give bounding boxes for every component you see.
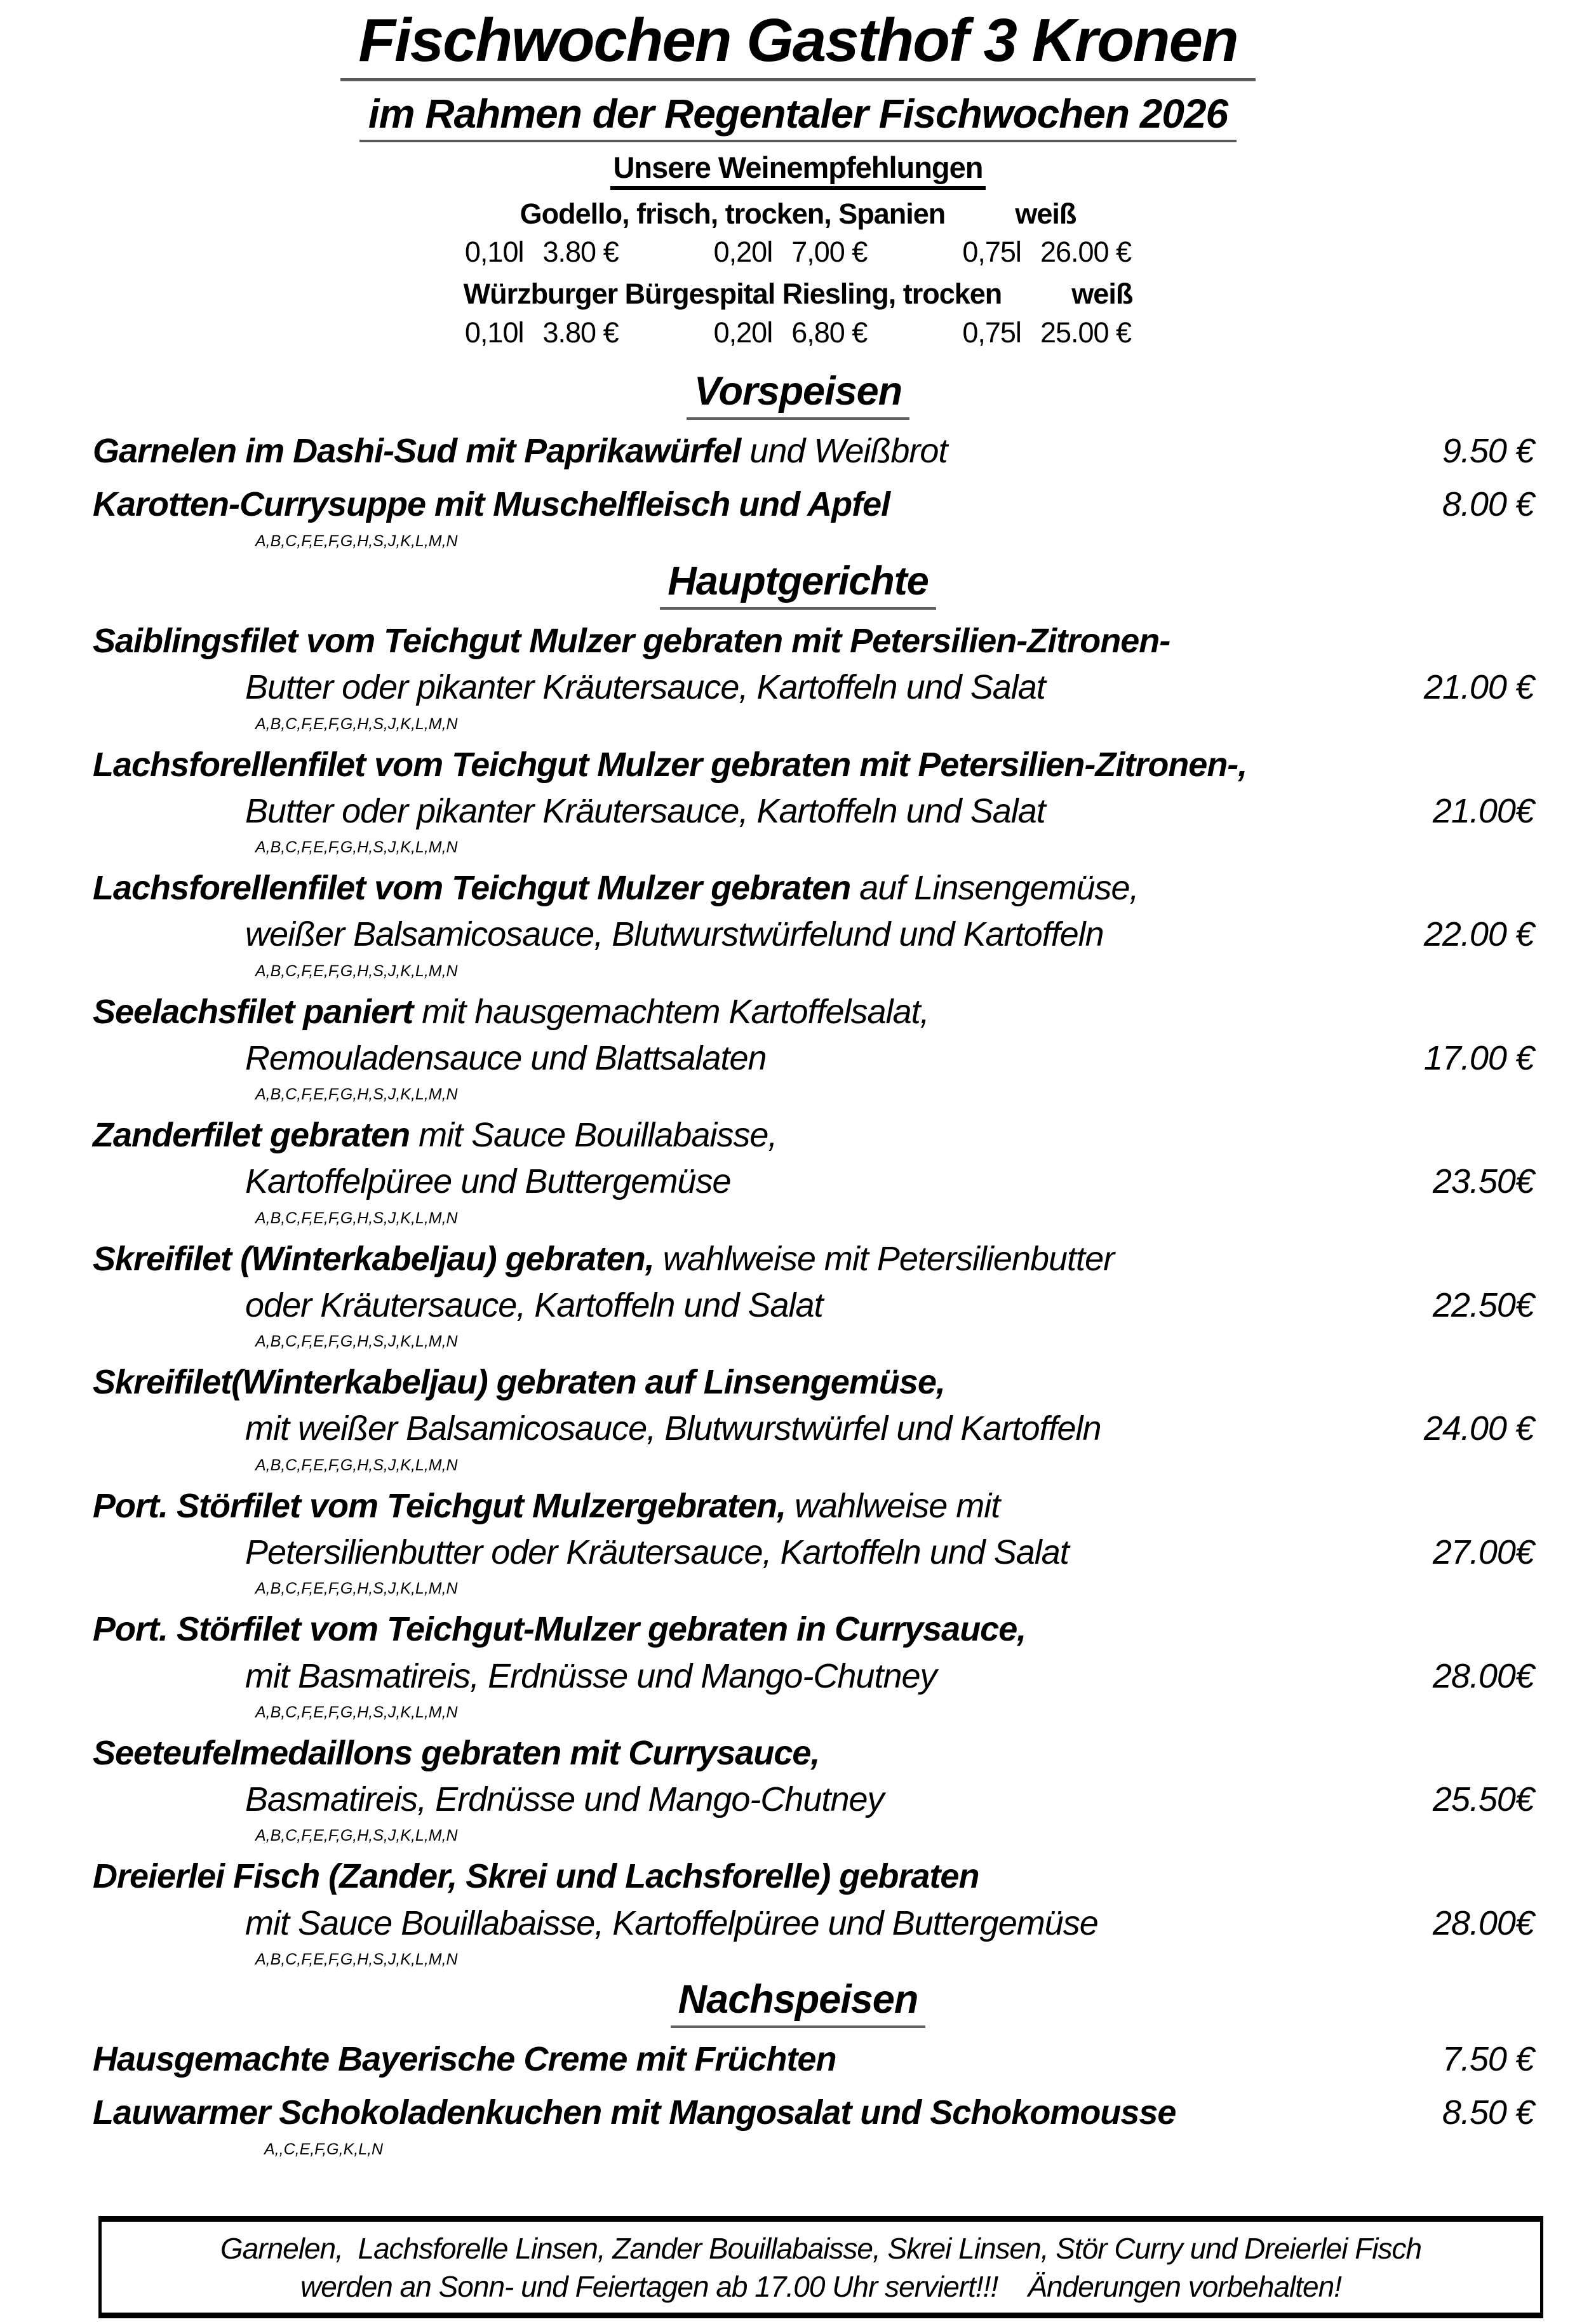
menu-item	[93, 742, 1534, 857]
dish-name-rest: und Weißbrot	[741, 432, 948, 471]
allergen-list: A,B,C,F,E,F,G,H,S,J,K,L,M,N	[255, 838, 458, 857]
menu-item	[93, 429, 1534, 474]
section-heading-vorspeisen: Vorspeisen	[687, 370, 909, 420]
dish-price: 17.00 €	[1423, 1038, 1534, 1077]
dish-name-bold: Lauwarmer Schokoladenkuchen mit Mangosalat und Schokomousse	[93, 2093, 1176, 2132]
allergen-list: A,B,C,F,E,F,G,H,S,J,K,L,M,N	[255, 1456, 458, 1474]
dish-description: Kartoffelpüree und Buttergemüse	[245, 1162, 731, 1201]
dish-name-rest: mit Sauce Bouillabaisse,	[410, 1116, 777, 1155]
menu-item	[93, 619, 1534, 734]
wine-size: 0,20l	[713, 316, 773, 349]
footer-notice-box	[98, 2216, 1543, 2318]
wine-entry	[0, 276, 1596, 312]
wine-size: 0,10l	[464, 236, 524, 269]
wine-price-segment	[962, 234, 1131, 270]
allergen-list: A,B,C,F,E,F,G,H,S,J,K,L,M,N	[255, 1703, 458, 1721]
dish-name-bold: Port. Störfilet vom Teichgut-Mulzer gebraten in Currysauce,	[93, 1610, 1026, 1649]
dish-name-bold: Zanderfilet gebraten	[93, 1116, 410, 1155]
dish-name-bold: Hausgemachte Bayerische Creme mit Früchten	[93, 2040, 836, 2079]
allergen-list: A,B,C,F,E,F,G,H,S,J,K,L,M,N	[255, 715, 458, 733]
dish-name-rest: mit hausgemachtem Kartoffelsalat,	[413, 992, 929, 1031]
menu-item	[93, 482, 1534, 550]
wine-price: 6,80 €	[791, 316, 868, 349]
wine-price-row	[0, 234, 1596, 270]
dish-price: 21.00€	[1432, 791, 1534, 830]
wine-price: 25.00 €	[1040, 316, 1132, 349]
dish-description: mit Sauce Bouillabaisse, Kartoffelpüree und Buttergemüse	[245, 1904, 1098, 1942]
dish-name-bold: Seeteufelmedaillons gebraten mit Currysauce,	[93, 1733, 820, 1772]
wine-price-segment	[962, 315, 1131, 351]
section-heading-nachspeisen: Nachspeisen	[671, 1978, 926, 2028]
wine-size: 0,75l	[962, 236, 1021, 269]
allergen-list: A,B,C,F,E,F,G,H,S,J,K,L,M,N	[255, 1333, 458, 1351]
section-heading-nachspeisen-wrap	[0, 1978, 1596, 2028]
subtitle-wrap	[0, 91, 1596, 142]
dish-price: 24.00 €	[1423, 1409, 1534, 1448]
footer-line-2: werden an Sonn- und Feiertagen ab 17.00 Uhr serviert!!! Änderungen vorbehalten!	[300, 2270, 1341, 2304]
dish-name-bold: Lachsforellenfilet vom Teichgut Mulzer gebraten	[93, 869, 851, 908]
dish-description: mit weißer Balsamicosauce, Blutwurstwürfel und Kartoffeln	[245, 1409, 1101, 1448]
allergen-list: A,B,C,F,E,F,G,H,S,J,K,L,M,N	[255, 1085, 458, 1104]
wine-entry	[0, 196, 1596, 232]
dish-price: 22.50€	[1432, 1286, 1534, 1324]
menu-item	[93, 1731, 1534, 1846]
dish-description: mit Basmatireis, Erdnüsse und Mango-Chutney	[245, 1656, 937, 1695]
dish-price: 8.50 €	[1442, 2093, 1534, 2132]
wine-size: 0,20l	[713, 236, 773, 269]
dish-name-rest: wahlweise mit	[786, 1486, 1000, 1525]
dish-name-bold: Skreifilet (Winterkabeljau) gebraten,	[93, 1239, 654, 1278]
dish-description: Butter oder pikanter Kräutersauce, Kartoffeln und Salat	[245, 668, 1045, 707]
dish-name-bold: Seelachsfilet paniert	[93, 992, 413, 1031]
menu-item	[93, 1360, 1534, 1475]
dish-price: 25.50€	[1432, 1780, 1534, 1819]
dish-name-bold: Saiblingsfilet vom Teichgut Mulzer gebraten mit Petersilien-Zitronen-	[93, 622, 1170, 660]
dish-description: weißer Balsamicosauce, Blutwurstwürfelund und Kartoffeln	[245, 915, 1104, 954]
dish-description: Basmatireis, Erdnüsse und Mango-Chutney	[245, 1780, 884, 1819]
allergen-list: A,B,C,F,E,F,G,H,S,J,K,L,M,N	[255, 532, 458, 550]
nachspeisen-list	[0, 2037, 1596, 2159]
wine-price-segment	[714, 315, 868, 351]
wine-price-segment	[465, 234, 619, 270]
wine-color: weiß	[1071, 278, 1133, 311]
wine-size: 0,75l	[962, 316, 1021, 349]
wine-price-segment	[465, 315, 619, 351]
page-subtitle: im Rahmen der Regentaler Fischwochen 2026	[359, 91, 1237, 142]
menu-item	[93, 2037, 1534, 2082]
dish-name-bold: Port. Störfilet vom Teichgut Mulzergebraten,	[93, 1486, 786, 1525]
allergen-list: A,B,C,F,E,F,G,H,S,J,K,L,M,N	[255, 962, 458, 980]
dish-price: 28.00€	[1432, 1656, 1534, 1695]
dish-price: 8.00 €	[1442, 485, 1534, 524]
wine-recommendations-heading: Unsere Weinempfehlungen	[610, 151, 985, 190]
menu-item	[93, 1113, 1534, 1228]
wine-price: 7,00 €	[791, 236, 868, 269]
menu-item	[93, 1237, 1534, 1352]
dish-price: 22.00 €	[1423, 915, 1534, 954]
footer-line-1: Garnelen, Lachsforelle Linsen, Zander Bouillabaisse, Skrei Linsen, Stör Curry und Dreierlei Fisch	[220, 2231, 1422, 2265]
dish-name-bold: Garnelen im Dashi-Sud mit Paprikawürfel	[93, 432, 741, 471]
allergen-list: A,B,C,F,E,F,G,H,S,J,K,L,M,N	[255, 1950, 458, 1968]
section-heading-hauptgerichte: Hauptgerichte	[660, 560, 936, 610]
menu-item	[93, 1607, 1534, 1722]
dish-price: 21.00 €	[1423, 668, 1534, 707]
wine-price: 3.80 €	[542, 316, 619, 349]
section-heading-vorspeisen-wrap	[0, 370, 1596, 420]
dish-price: 23.50€	[1432, 1162, 1534, 1201]
dish-price: 9.50 €	[1442, 432, 1534, 471]
wine-price: 3.80 €	[542, 236, 619, 269]
wine-name: Godello, frisch, trocken, Spanien	[520, 197, 946, 230]
allergen-list: A,B,C,F,E,F,G,H,S,J,K,L,M,N	[255, 1827, 458, 1845]
allergen-list: A,B,C,F,E,F,G,H,S,J,K,L,M,N	[255, 1580, 458, 1598]
header	[0, 0, 1596, 81]
dish-name-bold: Lachsforellenfilet vom Teichgut Mulzer gebraten mit Petersilien-Zitronen-,	[93, 745, 1247, 784]
section-heading-hauptgerichte-wrap	[0, 560, 1596, 610]
menu-item	[93, 990, 1534, 1105]
menu-item	[93, 866, 1534, 981]
menu-item	[93, 1484, 1534, 1599]
wine-price-row	[0, 315, 1596, 351]
dish-price: 7.50 €	[1442, 2040, 1534, 2079]
vorspeisen-list	[0, 429, 1596, 551]
menu-item	[93, 2090, 1534, 2158]
dish-price: 27.00€	[1432, 1533, 1534, 1571]
menu-item	[93, 1854, 1534, 1969]
dish-name-bold: Dreierlei Fisch (Zander, Skrei und Lachsforelle) gebraten	[93, 1857, 979, 1896]
wine-color: weiß	[1015, 197, 1076, 230]
dish-description: Butter oder pikanter Kräutersauce, Kartoffeln und Salat	[245, 791, 1045, 830]
dish-name-rest: auf Linsengemüse,	[850, 869, 1139, 908]
wine-price: 26.00 €	[1040, 236, 1132, 269]
wine-name: Würzburger Bürgespital Riesling, trocken	[463, 278, 1002, 311]
wine-price-segment	[714, 234, 868, 270]
allergen-list: A,B,C,F,E,F,G,H,S,J,K,L,M,N	[255, 1209, 458, 1227]
allergen-list: A,,C,E,F,G,K,L,N	[264, 2140, 384, 2158]
dish-description: Remouladensauce und Blattsalaten	[245, 1038, 767, 1077]
dish-name-bold: Skreifilet(Winterkabeljau) gebraten auf Linsengemüse,	[93, 1363, 945, 1402]
dish-name-bold: Karotten-Currysuppe mit Muschelfleisch und Apfel	[93, 485, 890, 524]
wine-heading-wrap	[0, 151, 1596, 190]
dish-name-rest: wahlweise mit Petersilienbutter	[654, 1239, 1115, 1278]
hauptgerichte-list	[0, 619, 1596, 1969]
dish-description: oder Kräutersauce, Kartoffeln und Salat	[245, 1286, 823, 1324]
dish-description: Petersilienbutter oder Kräutersauce, Kartoffeln und Salat	[245, 1533, 1069, 1571]
dish-price: 28.00€	[1432, 1904, 1534, 1942]
page-title: Fischwochen Gasthof 3 Kronen	[340, 9, 1255, 81]
wine-size: 0,10l	[464, 316, 524, 349]
